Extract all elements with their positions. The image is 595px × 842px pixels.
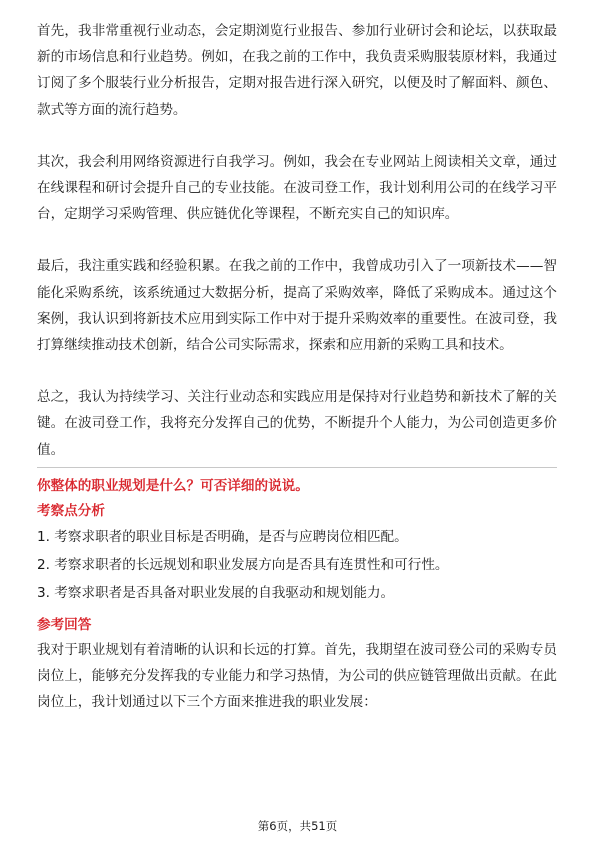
analysis-item-1: 1. 考察求职者的职业目标是否明确，是否与应聘岗位相匹配。 (37, 528, 408, 545)
paragraph-gap (37, 123, 557, 149)
paragraph-gap (37, 358, 557, 384)
paragraph-gap (37, 227, 557, 253)
body-paragraph-4: 总之，我认为持续学习、关注行业动态和实践应用是保持对行业趋势和新技术了解的关键。在波司登工作，我将充分发挥自己的优势，不断提升个人能力，为公司创造更多价值。 (37, 389, 557, 458)
analysis-item-3: 3. 考察求职者是否具备对职业发展的自我驱动和规划能力。 (37, 584, 395, 601)
body-paragraph-2: 其次，我会利用网络资源进行自我学习。例如，我会在专业网站上阅读相关文章，通过在线课程和研讨会提升自己的专业技能。在波司登工作，我计划利用公司的在线学习平台，定期学习采购管理、供应链优化等课程，不断充实自己的知识库。 (37, 153, 557, 223)
section-divider (37, 467, 557, 468)
analysis-item-2: 2. 考察求职者的长远规划和职业发展方向是否具有连贯性和可行性。 (37, 556, 449, 573)
analysis-heading: 考察点分析 (37, 502, 105, 519)
body-paragraph-3: 最后，我注重实践和经验积累。在我之前的工作中，我曾成功引入了一项新技术——智能化采购系统，该系统通过大数据分析，提高了采购效率，降低了采购成本。通过这个案例，我认识到将新技术应用到实际工作中对于提升采购效率的重要性。在波司登，我打算继续推动技术创新，结合公司实际需求，探索和应用新的采购工具和技术。 (37, 258, 557, 354)
document-page (37, 18, 557, 715)
page-number: 第6页，共51页 (257, 819, 338, 833)
answer-heading: 参考回答 (37, 616, 92, 633)
question-heading: 你整体的职业规划是什么？可否详细的说说。 (37, 477, 309, 494)
answer-paragraph: 我对于职业规划有着清晰的认识和长远的打算。首先，我期望在波司登公司的采购专员岗位上，能够充分发挥我的专业能力和学习热情，为公司的供应链管理做出贡献。在此岗位上，我计划通过以下三个方面来推进我的职业发展： (37, 641, 557, 711)
body-paragraph-1: 首先，我非常重视行业动态，会定期浏览行业报告、参加行业研讨会和论坛，以获取最新的市场信息和行业趋势。例如，在我之前的工作中，我负责采购服装原材料，我通过订阅了多个服装行业分析报告，定期对报告进行深入研究，以便及时了解面料、颜色、款式等方面的流行趋势。 (37, 23, 557, 118)
